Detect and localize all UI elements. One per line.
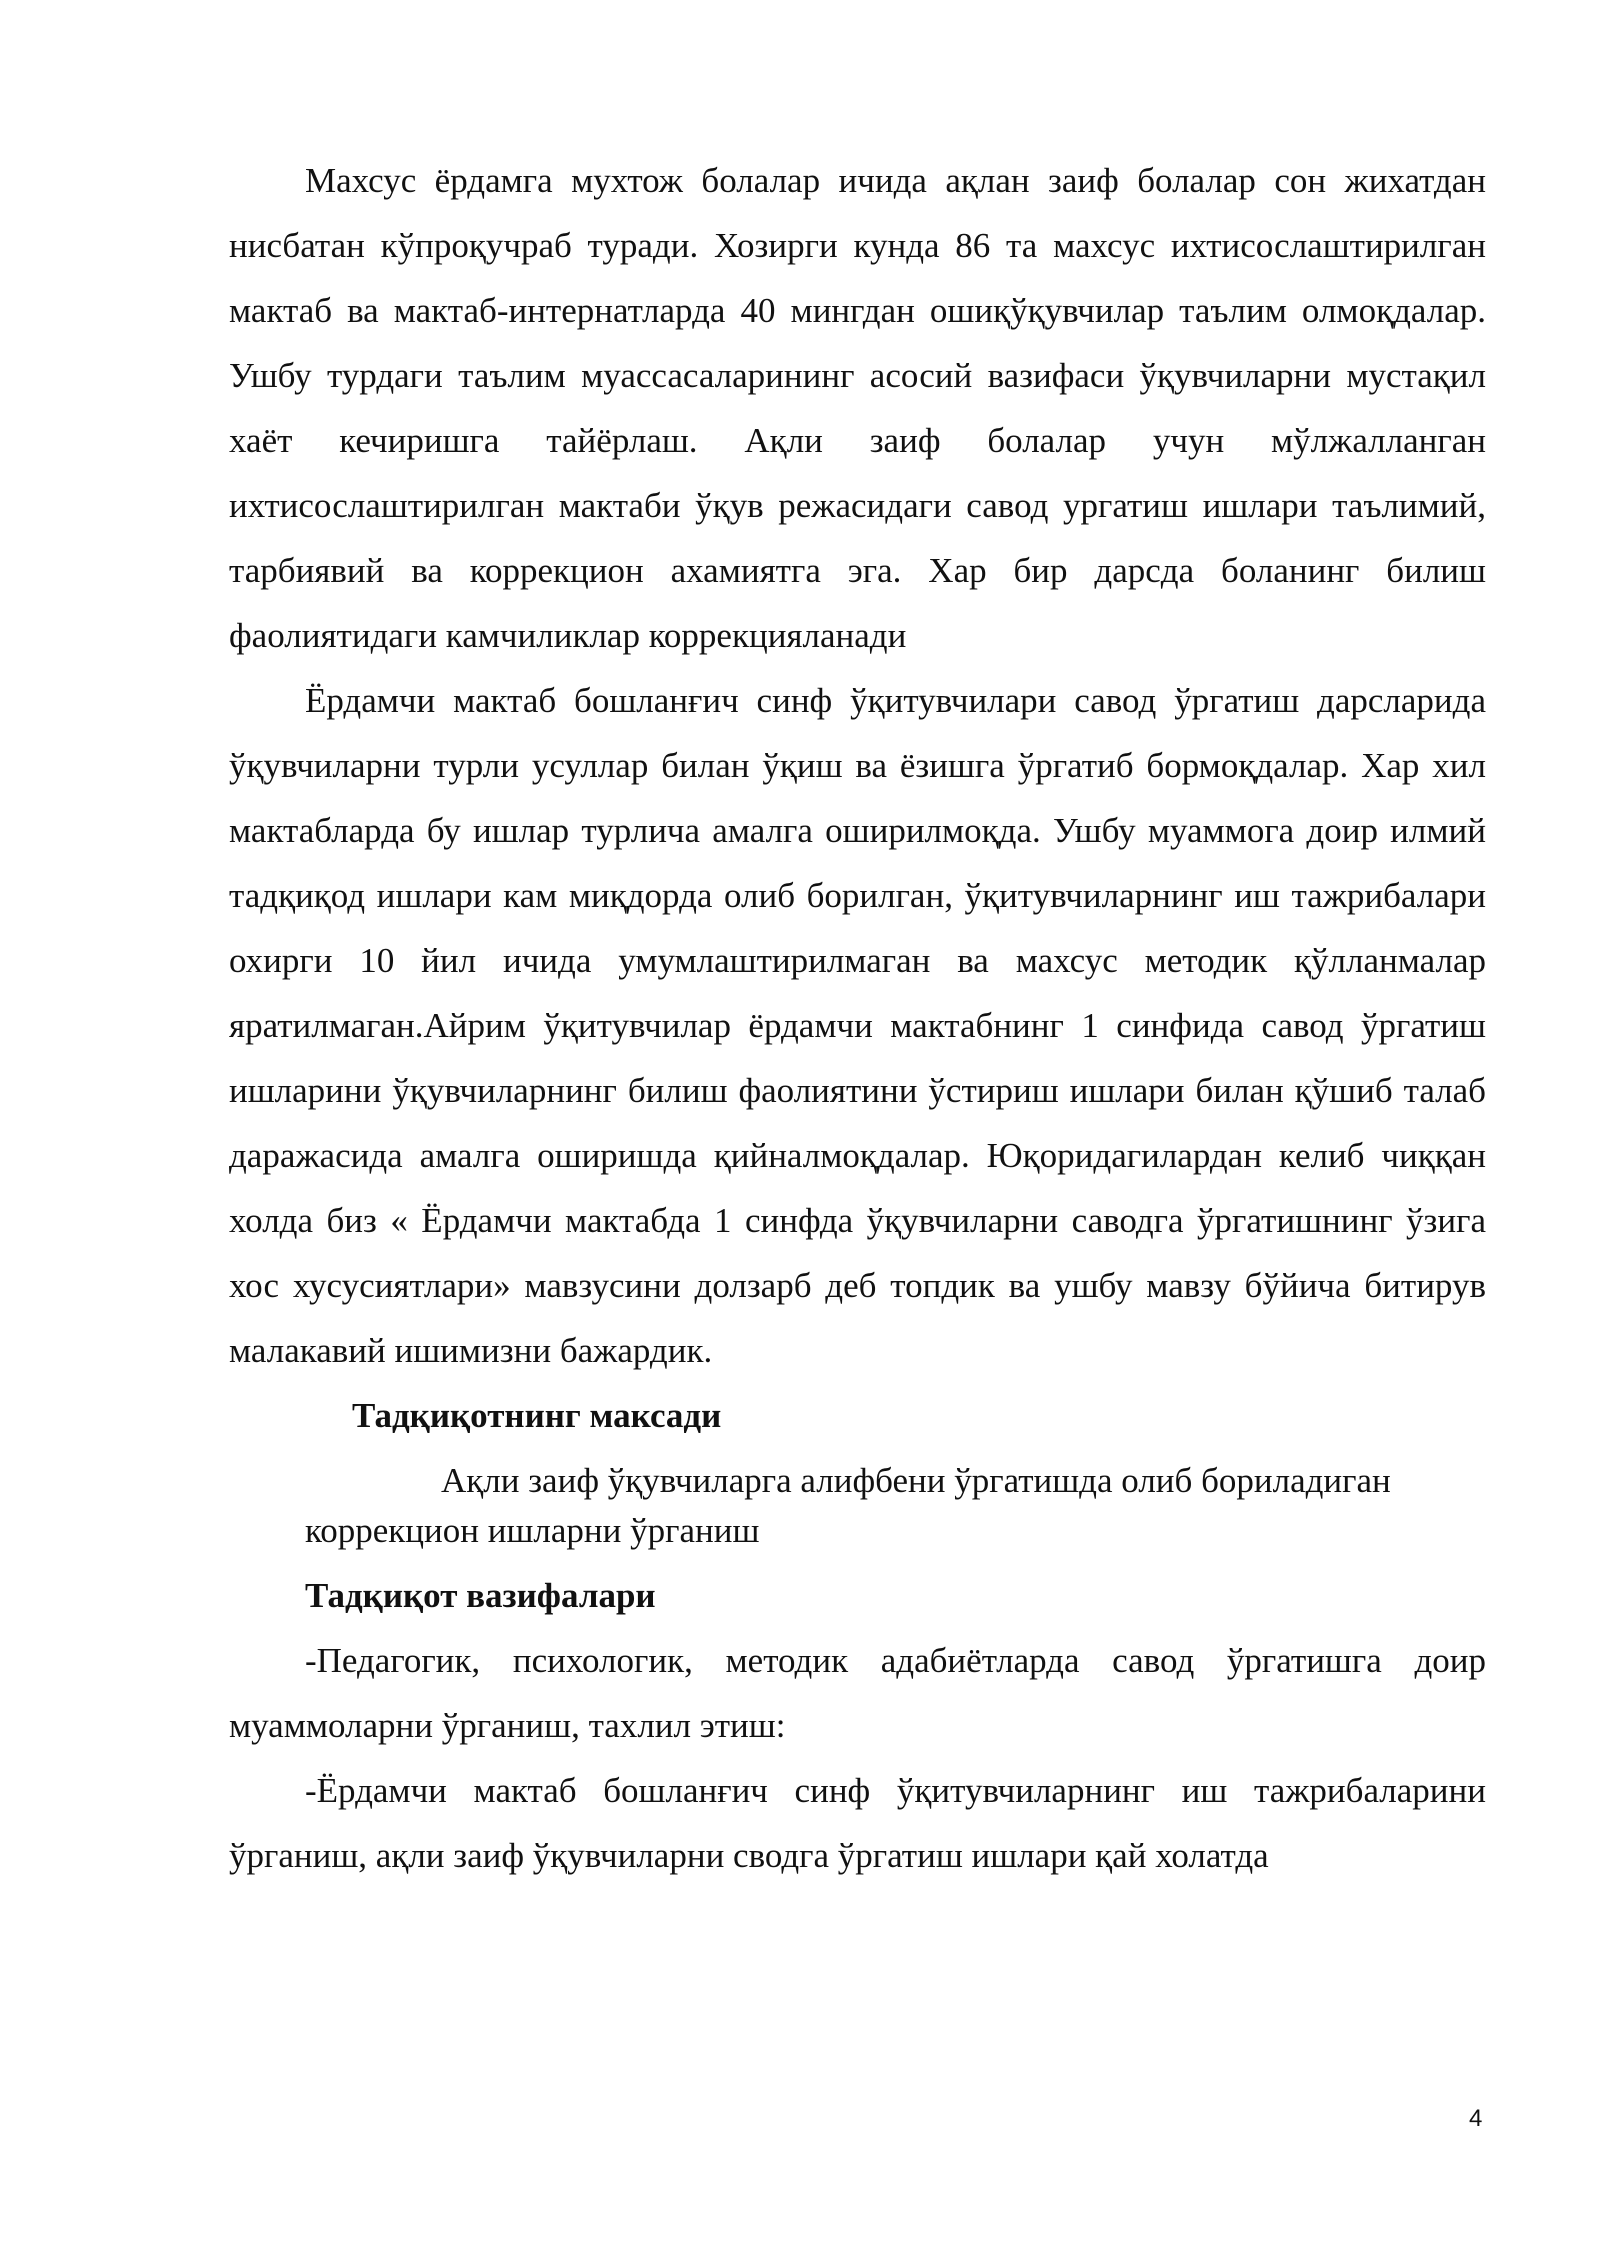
document-page bbox=[229, 148, 1486, 1888]
paragraph-intro: Махсус ёрдамга мухтож болалар ичида ақлан заиф болалар сон жихатдан нисбатан кўпроқучраб туради. Хозирги кунда 86 та махсус ихтисослаштирилган мактаб ва мактаб-интернатларда 40 мингдан ошиқўқувчилар таълим олмоқдалар. Ушбу турдаги таълим муассасаларининг асосий вазифаси ўқувчиларни мустақил хаёт кечиришга тайёрлаш. Ақли заиф болалар учун мўлжалланган ихтисослаштирилган мактаби ўқув режасидаги савод ургатиш ишлари таълимий, тарбиявий ва коррекцион ахамиятга эга. Хар бир дарсда боланинг билиш фаолиятидаги камчиликлар коррекцияланади bbox=[229, 161, 1486, 655]
task-item-1: -Педагогик, психологик, методик адабиётларда савод ўргатишга доир муаммоларни ўрганиш, тахлил этиш: bbox=[229, 1641, 1486, 1745]
heading-research-goal: Тадқиқотнинг максади bbox=[352, 1396, 722, 1435]
heading-research-tasks: Тадқиқот вазифалари bbox=[305, 1576, 656, 1615]
research-goal-line-1: Ақли заиф ўқувчиларга алифбени ўргатишда олиб бориладиган bbox=[441, 1461, 1391, 1500]
research-goal-text bbox=[229, 1456, 1486, 1556]
paragraph-relevance: Ёрдамчи мактаб бошланғич синф ўқитувчилари савод ўргатиш дарсларида ўқувчиларни турли усуллар билан ўқиш ва ёзишга ўргатиб бормоқдалар. Хар хил мактабларда бу ишлар турлича амалга оширилмоқда. Ушбу муаммога доир илмий тадқиқод ишлари кам миқдорда олиб борилган, ўқитувчиларнинг иш тажрибалари охирги 10 йил ичида умумлаштирилмаган ва махсус методик қўлланмалар яратилмаган.Айрим ўқитувчилар ёрдамчи мактабнинг 1 синфида савод ўргатиш ишларини ўқувчиларнинг билиш фаолиятини ўстириш ишлари билан қўшиб талаб даражасида амалга оширишда қийналмоқдалар. Юқоридагилардан келиб чиққан холда биз « Ёрдамчи мактабда 1 синфда ўқувчиларни саводга ўргатишнинг ўзига хос хусусиятлари» мавзусини долзарб деб топдик ва ушбу мавзу бўйича битирув малакавий ишимизни бажардик. bbox=[229, 681, 1486, 1370]
research-goal-line-2: коррекцион ишларни ўрганиш bbox=[305, 1511, 760, 1550]
page-number: 4 bbox=[1469, 2105, 1483, 2132]
task-item-2: -Ёрдамчи мактаб бошланғич синф ўқитувчиларнинг иш тажрибаларини ўрганиш, ақли заиф ўқувчиларни сводга ўргатиш ишлари қай холатда bbox=[229, 1771, 1486, 1875]
